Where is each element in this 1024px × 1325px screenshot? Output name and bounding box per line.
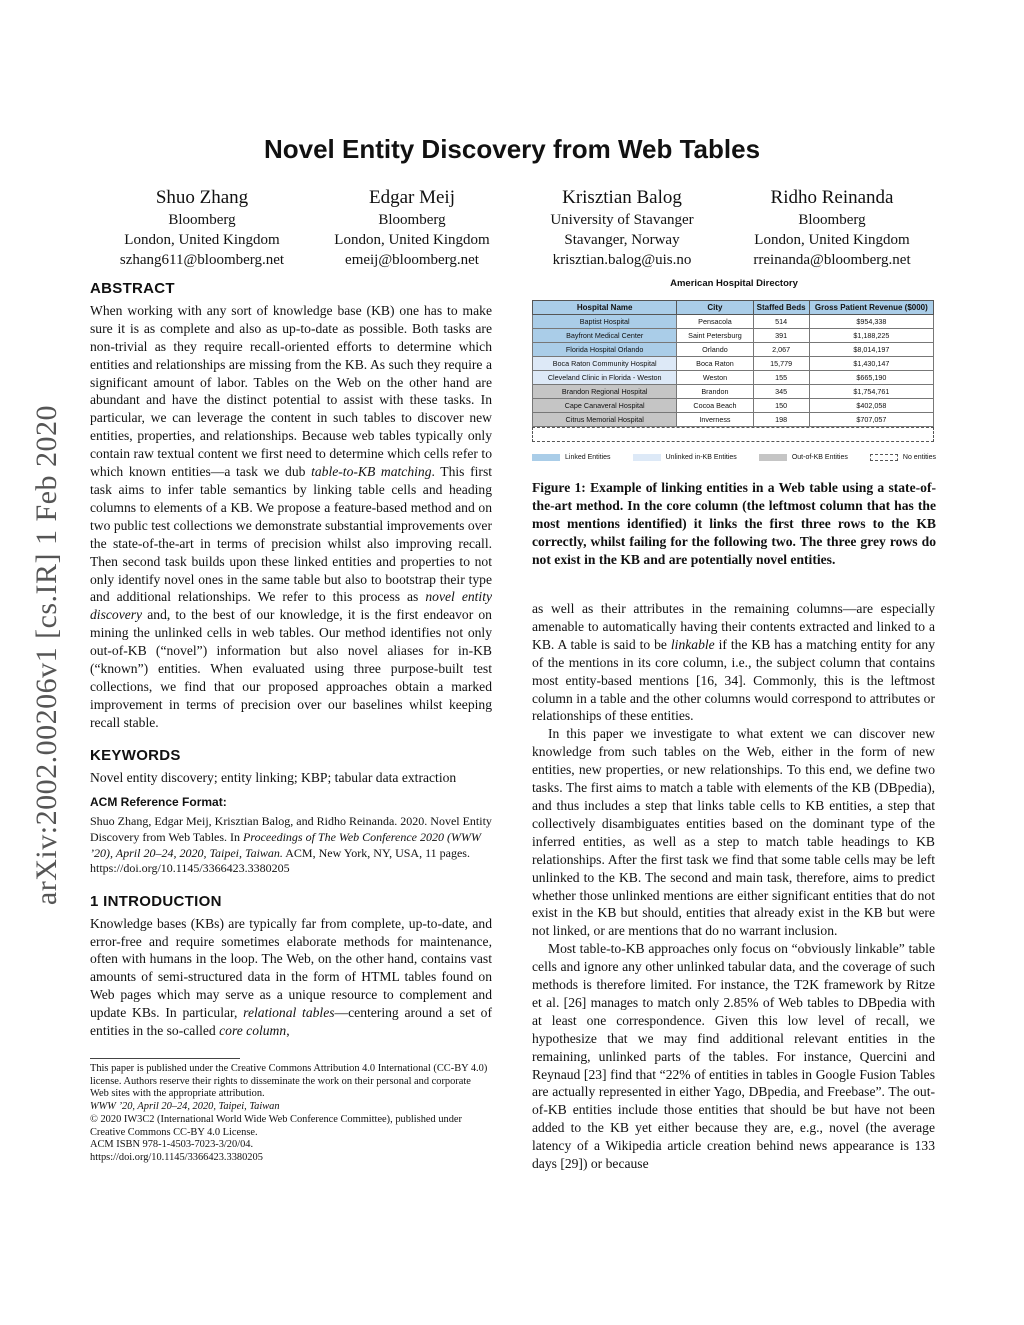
table-cell: $665,190 [809, 371, 933, 385]
author [102, 186, 302, 270]
table-cell: $1,430,147 [809, 357, 933, 371]
author-location: Stavanger, Norway [564, 232, 680, 248]
legend-swatch [532, 454, 560, 461]
table-row [533, 343, 934, 357]
author-name: Ridho Reinanda [770, 187, 894, 208]
table-cell: $8,014,197 [809, 343, 933, 357]
table-row [533, 315, 934, 329]
author-location: London, United Kingdom [334, 232, 490, 248]
hospital-table [532, 300, 934, 427]
footnote-line: This paper is published under the Creative Commons Attribution 4.0 International (CC-BY 4.0) license. Authors reserve their rights to disseminate the work on their personal and corporate Web sites with the appropriate attribution. [90, 1063, 488, 1100]
author-block [102, 186, 932, 270]
footnote-line: © 2020 IW3C2 (International World Wide Web Conference Committee), published under Creative Commons CC-BY 4.0 License. [90, 1113, 462, 1138]
author-affiliation: Bloomberg [168, 212, 236, 228]
table-cell: 15,779 [753, 357, 809, 371]
author-email[interactable]: emeij@bloomberg.net [345, 252, 479, 268]
table-cell: Citrus Memorial Hospital [533, 413, 677, 427]
author-name: Krisztian Balog [562, 187, 682, 208]
table-cell: Cocoa Beach [677, 399, 753, 413]
table-row [533, 371, 934, 385]
legend-item: Unlinked in-KB Entities [633, 454, 737, 461]
table-cell: 345 [753, 385, 809, 399]
table-cell: Weston [677, 371, 753, 385]
author-email[interactable]: rreinanda@bloomberg.net [753, 252, 911, 268]
table-cell: $954,338 [809, 315, 933, 329]
figure-caption: Figure 1: Example of linking entities in a Web table using a state-of-the-art method. In the core column (the leftmost column that has the most mentions identified) it links the first three rows to the KB correctly, whilst failing for the following two. The three grey rows do not exist in the KB and are potentially novel entities. [532, 480, 936, 567]
legend-item: Out-of-KB Entities [759, 454, 848, 461]
footnote-line[interactable]: https://doi.org/10.1145/3366423.3380205 [90, 1151, 263, 1163]
legend-swatch [870, 454, 898, 461]
author-affiliation: University of Stavanger [550, 212, 694, 228]
table-cell: $402,058 [809, 399, 933, 413]
abstract-text: When working with any sort of knowledge base (KB) one has to make sure it is as complete and also as up-to-date as possible. Both tasks are non-trivial as they require recall-oriented efforts to determine which entities and relationships are missing from the KB. As such they require a significant amount of labor. Tables on the Web on the other hand are abundant and have the distinct potential to assist with these tasks. In particular, we can leverage the content in such tables to discover new entities, properties, and relationships. Because web tables typically only contain raw textual content we first need to determine which cells refer to which known entities—a task we dub table-to-KB matching. This first task aims to infer table semantics by linking table cells and heading columns to elements of a KB. We propose a feature-based method and on two public test collections we demonstrate substantial improvements over the state-of-the-art in terms of precision whilst also improving recall. Then second task builds upon these linked entities and properties to not only identify novel ones in the same table but also to bootstrap their type and additional relationships. We refer to this process as novel entity discovery and, to the best of our knowledge, it is the first endeavor on mining the unlinked cells in web tables. Our method identifies not only out-of-KB (“novel”) information but also novel aliases for in-KB (“known”) entities. When evaluated using three purpose-built test collections, we find that our proposed approaches obtain a marked improvement in terms of precision over our baselines whilst keeping recall stable. [90, 302, 493, 730]
intro-paragraph: Knowledge bases (KBs) are typically far from complete, up-to-date, and error-free and require sometimes elaborate methods for maintenance, often with humans in the loop. The Web, on the other hand, contains vast amounts of semi-structured data in the form of HTML tables found on Web pages which may serve as a unique resource to complement and update KBs. In particular, relational tables—centering around a set of entities in the so-called core column, [90, 915, 492, 1039]
footnote-line: ACM ISBN 978-1-4503-7023-3/20/04. [90, 1139, 254, 1151]
footnote-line: WWW ’20, April 20–24, 2020, Taipei, Taiwan [90, 1101, 280, 1113]
table-cell: Pensacola [677, 315, 753, 329]
left-column [90, 280, 492, 1165]
author-location: London, United Kingdom [754, 232, 910, 248]
author-affiliation: Bloomberg [378, 212, 446, 228]
author-email[interactable]: szhang611@bloomberg.net [119, 252, 285, 268]
reference-text: Shuo Zhang, Edgar Meij, Krisztian Balog, and Ridho Reinanda. 2020. Novel Entity Discovery from Web Tables. In Proceedings of The Web Conference 2020 (WWW ’20), April 20–24, 2020, Taipei, Taiwan. ACM, New York, NY, USA, 11 pages. https://doi.org/10.1145/3366423.3380205 [90, 814, 492, 876]
figure-1 [532, 278, 936, 569]
table-cell: Boca Raton [677, 357, 753, 371]
table-cell: Brandon [677, 385, 753, 399]
author [732, 186, 932, 270]
intro-paragraph: In this paper we investigate to what extent we can discover new knowledge from such tables on the Web, either in the form of new entities, new properties, or new relationships. To this end, we define two tasks. The first aims to match a table with elements of the KB (DBpedia), and thus includes a step that links table cells to KB entities, a step that collectively disambiguates entities based on the dominant type of the inferred entities, as well as a step to match table headings to KB relationships. After the first task we find that some table cells may be left unlinked to the KB. The second and main task, therefore, aims to predict whether those unlinked mentions are either significant entities that do not exist in the KB but should, entities that already exist in the KB but were not linked, or are mentions that do no warrant inclusion. [532, 726, 935, 939]
author-location: London, United Kingdom [124, 232, 280, 248]
legend-item: Linked Entities [532, 454, 611, 461]
table-cell: Inverness [677, 413, 753, 427]
table-cell: 150 [753, 399, 809, 413]
author [522, 186, 722, 270]
abstract-heading: ABSTRACT [90, 280, 175, 297]
table-header: Staffed Beds [753, 301, 809, 315]
author-affiliation: Bloomberg [798, 212, 866, 228]
legend-swatch [633, 454, 661, 461]
table-cell: Florida Hospital Orlando [533, 343, 677, 357]
table-cell: $1,754,761 [809, 385, 933, 399]
author [312, 186, 512, 270]
table-cell: Cape Canaveral Hospital [533, 399, 677, 413]
table-cell: Cleveland Clinic in Florida - Weston [533, 371, 677, 385]
paper-title: Novel Entity Discovery from Web Tables [263, 134, 761, 164]
table-cell: $1,188,225 [809, 329, 933, 343]
footnote-rule [90, 1058, 240, 1059]
empty-row-placeholder [532, 427, 934, 442]
legend-swatch [759, 454, 787, 461]
table-row [533, 385, 934, 399]
table-cell: Bayfront Medical Center [533, 329, 677, 343]
right-column [532, 600, 935, 1173]
table-row [533, 357, 934, 371]
author-name: Shuo Zhang [155, 187, 249, 208]
table-cell: $707,057 [809, 413, 933, 427]
table-row [533, 413, 934, 427]
keywords-heading: KEYWORDS [90, 746, 181, 764]
table-cell: 514 [753, 315, 809, 329]
figure-table-title: American Hospital Directory [670, 278, 798, 289]
table-cell: 155 [753, 371, 809, 385]
table-header: Hospital Name [533, 301, 677, 315]
intro-paragraph-continued: as well as their attributes in the remaining columns—are especially amenable to automatically having their contents extracted and linked to a KB. A table is said to be linkable if the KB has a matching entity for any of the mentions in its core column, i.e., the subject column that contains most entity-based mentions [16, 34]. Commonly, this is the leftmost column in a table and the other columns would correspond to attributes or relationships of these entities. [532, 601, 936, 724]
table-row [533, 329, 934, 343]
intro-paragraph: Most table-to-KB approaches only focus on “obviously linkable” table cells and ignore any other unlinked tabular data, and the coverage of such methods is therefore limited. For instance, the T2K framework by Ritze et al. [26] manages to match only 2.85% of Web tables to DBpedia with at least one correspondence. Given this low level of recall, we hypothesize that we may find additional relevant entities in the remaining, unlinked parts of the tables. For instance, Quercini and Reynaud [23] find that “22% of entities in tables in Google Fusion Tables are actually represented in either Yago, DBpedia, and Freebase”. The out-of-KB entities include those entities that should be but have not been added to the KB yet either because they are, e.g., novel (the average latency of a Wikipedia article creation behind news appearance is 133 days [29]) or because [532, 941, 935, 1172]
table-cell: 2,067 [753, 343, 809, 357]
author-name: Edgar Meij [368, 187, 455, 208]
table-cell: Saint Petersburg [677, 329, 753, 343]
footnote [90, 1058, 492, 1165]
legend-item: No entities [870, 454, 936, 461]
author-email[interactable]: krisztian.balog@uis.no [552, 252, 692, 268]
table-row [533, 399, 934, 413]
table-cell: 198 [753, 413, 809, 427]
intro-heading: 1 INTRODUCTION [90, 892, 222, 910]
table-cell: 391 [753, 329, 809, 343]
table-header: City [677, 301, 753, 315]
figure-legend [532, 454, 936, 461]
keywords-text: Novel entity discovery; entity linking; KBP; tabular data extraction [90, 769, 457, 785]
reference-heading: ACM Reference Format: [90, 795, 227, 810]
table-cell: Orlando [677, 343, 753, 357]
table-cell: Brandon Regional Hospital [533, 385, 677, 399]
arxiv-watermark: arXiv:2002.00206v1 [cs.IR] 1 Feb 2020 [30, 404, 63, 906]
table-header: Gross Patient Revenue ($000) [809, 301, 933, 315]
table-cell: Baptist Hospital [533, 315, 677, 329]
table-cell: Boca Raton Community Hospital [533, 357, 677, 371]
